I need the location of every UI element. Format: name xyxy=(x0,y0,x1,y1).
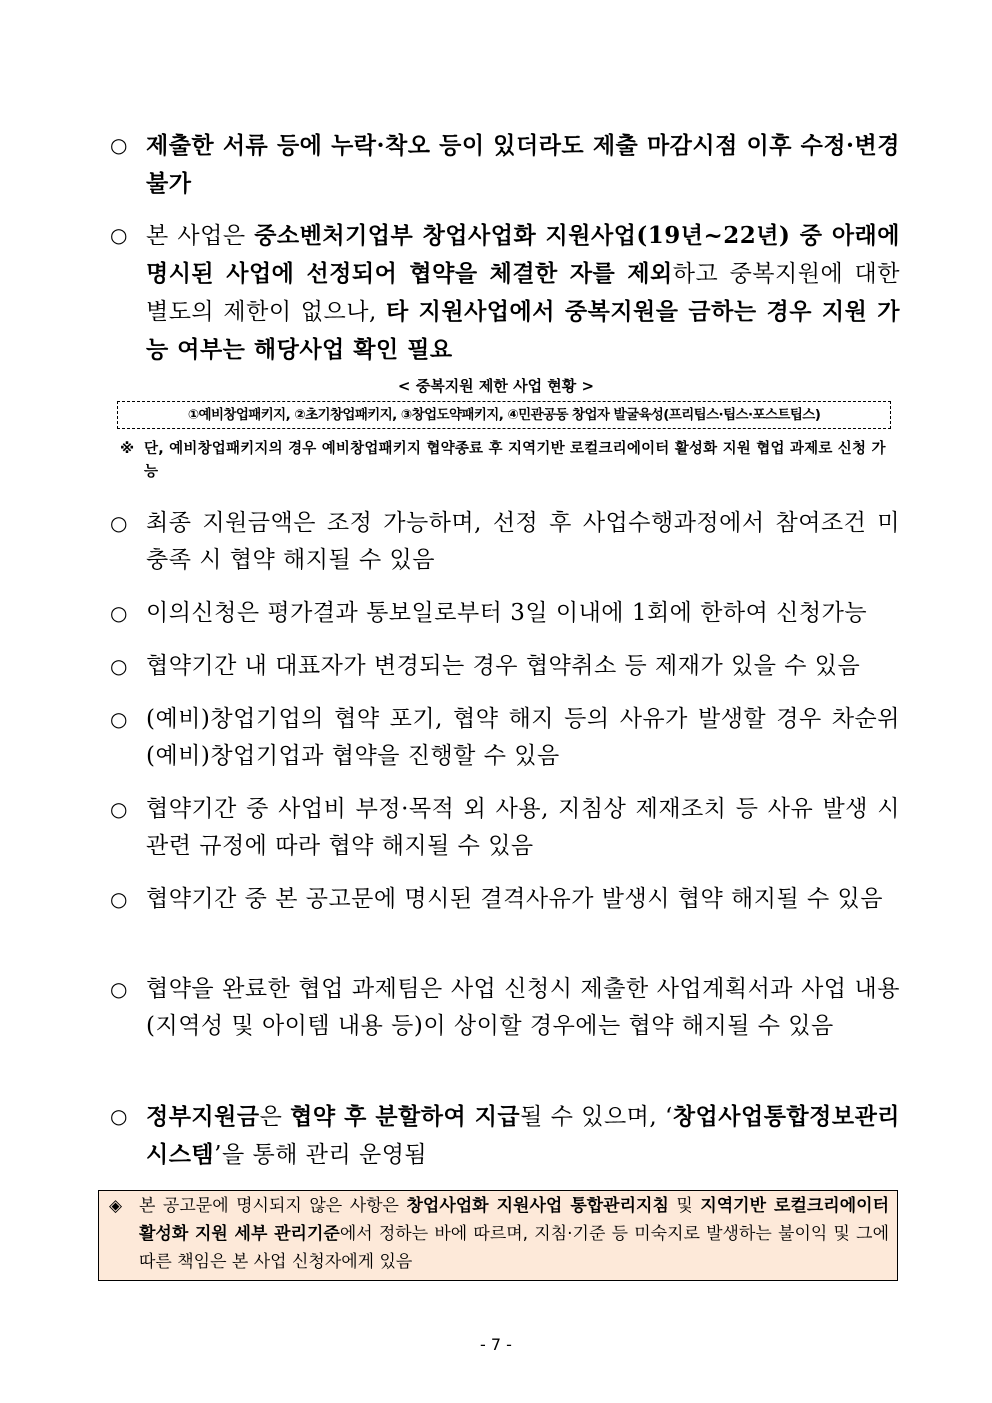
item-text xyxy=(146,701,900,775)
text-segment: (예비)창업기업의 협약 포기, 협약 해지 등의 사유가 발생할 경우 차순위(예비)창업기업과 협약을 진행할 수 있음 xyxy=(146,706,900,769)
text-segment: ’을 통해 관리 운영됨 xyxy=(214,1142,428,1168)
page-number: - 7 - xyxy=(480,1335,512,1354)
list-item-8 xyxy=(110,881,900,918)
bullet-circle-icon: ○ xyxy=(110,887,128,911)
text-segment: 최종 지원금액은 조정 가능하며, 선정 후 사업수행과정에서 참여조건 미 충족 시 협약 해지될 수 있음 xyxy=(146,510,900,573)
item-text xyxy=(146,791,900,865)
list-item-5 xyxy=(110,648,900,685)
bold-text-segment: 협약 후 분할하여 지급 xyxy=(290,1103,521,1130)
item-text xyxy=(146,505,900,579)
text-segment: 및 xyxy=(668,1196,701,1216)
bullet-circle-icon: ○ xyxy=(110,977,128,1001)
list-item-3 xyxy=(110,505,900,579)
text-segment: 협약을 완료한 협업 과제팀은 사업 신청시 제출한 사업계획서과 사업 내용(지역성 및 아이템 내용 등)이 상이할 경우에는 협약 해지될 수 있음 xyxy=(146,976,900,1039)
list-item-1 xyxy=(110,127,900,203)
list-item-10 xyxy=(110,1098,900,1174)
restriction-table-box: ①예비창업패키지, ②초기창업패키지, ③창업도약패키지, ④민관공동 창업자 발굴육성(프리팁스·팁스·포스트팁스) xyxy=(117,401,891,429)
bullet-circle-icon: ○ xyxy=(110,1104,128,1128)
list-item-4 xyxy=(110,595,900,632)
text-segment: 될 수 있으며, ‘ xyxy=(520,1104,673,1130)
list-item-7 xyxy=(110,791,900,865)
bold-text-segment: 지역기반 로컬크리에이터 활성화 지원 세부 관리기준 xyxy=(139,1196,889,1244)
item-text xyxy=(146,971,900,1045)
bullet-circle-icon: ○ xyxy=(110,133,128,157)
text-segment: 에서 정하는 바에 따르며, 지침·기준 등 미숙지로 발생하는 불이익 및 그에 따른 책임은 본 사업 신청자에게 있음 xyxy=(139,1224,889,1272)
item-text xyxy=(146,595,900,632)
bold-text-segment: 중소벤처기업부 창업사업화 지원사업(19년~22년) 중 아래에 명시된 사업에 선정되어 협약을 체결한 자를 제외 xyxy=(146,222,900,287)
item-text xyxy=(146,648,900,685)
list-item-6 xyxy=(110,701,900,775)
notice-box xyxy=(98,1190,898,1281)
bullet-circle-icon: ○ xyxy=(110,797,128,821)
bold-text-segment: 창업사업화 지원사업 통합관리지침 xyxy=(406,1196,669,1216)
restriction-note xyxy=(120,438,895,484)
item-text xyxy=(146,127,900,203)
text-segment: 협약기간 중 사업비 부정·목적 외 사용, 지침상 제재조치 등 사유 발생 시 관련 규정에 따라 협약 해지될 수 있음 xyxy=(146,796,900,859)
notice-text xyxy=(139,1192,889,1276)
text-segment: 하고 중복지원에 대한 별도의 제한이 없으나, xyxy=(146,261,900,325)
bullet-circle-icon: ○ xyxy=(110,223,128,247)
bullet-circle-icon: ○ xyxy=(110,511,128,535)
bullet-circle-icon: ○ xyxy=(110,601,128,625)
reference-mark-icon: ※ xyxy=(120,441,135,457)
text-segment: 은 xyxy=(259,1104,291,1130)
item-text xyxy=(146,881,900,918)
item-text xyxy=(146,217,900,369)
text-segment: 이의신청은 평가결과 통보일로부터 3일 이내에 1회에 한하여 신청가능 xyxy=(146,600,868,626)
bold-text-segment: 창업사업통합정보관리시스템 xyxy=(146,1103,901,1168)
bold-text-segment: 제출한 서류 등에 누락·착오 등이 있더라도 제출 마감시점 이후 수정·변경 불가 xyxy=(146,132,900,197)
text-segment: 본 사업은 xyxy=(146,223,255,249)
diamond-bullet-icon: ◈ xyxy=(109,1196,123,1216)
text-segment: 협약기간 중 본 공고문에 명시된 결격사유가 발생시 협약 해지될 수 있음 xyxy=(146,886,883,912)
bold-text-segment: 정부지원금 xyxy=(146,1103,260,1130)
bold-text-segment: 타 지원사업에서 중복지원을 금하는 경우 지원 가능 여부는 해당사업 확인 필요 xyxy=(146,298,900,363)
item-text xyxy=(146,1098,900,1174)
text-segment: 본 공고문에 명시되지 않은 사항은 xyxy=(139,1196,407,1216)
bullet-circle-icon: ○ xyxy=(110,654,128,678)
restriction-table-caption: < 중복지원 제한 사업 현황 > xyxy=(397,377,595,395)
bullet-circle-icon: ○ xyxy=(110,707,128,731)
note-text: 단, 예비창업패키지의 경우 예비창업패키지 협약종료 후 지역기반 로컬크리에이터 활성화 지원 협업 과제로 신청 가능 xyxy=(144,441,886,480)
text-segment: 협약기간 내 대표자가 변경되는 경우 협약취소 등 제재가 있을 수 있음 xyxy=(146,653,861,679)
list-item-9 xyxy=(110,971,900,1045)
list-item-2 xyxy=(110,217,900,369)
